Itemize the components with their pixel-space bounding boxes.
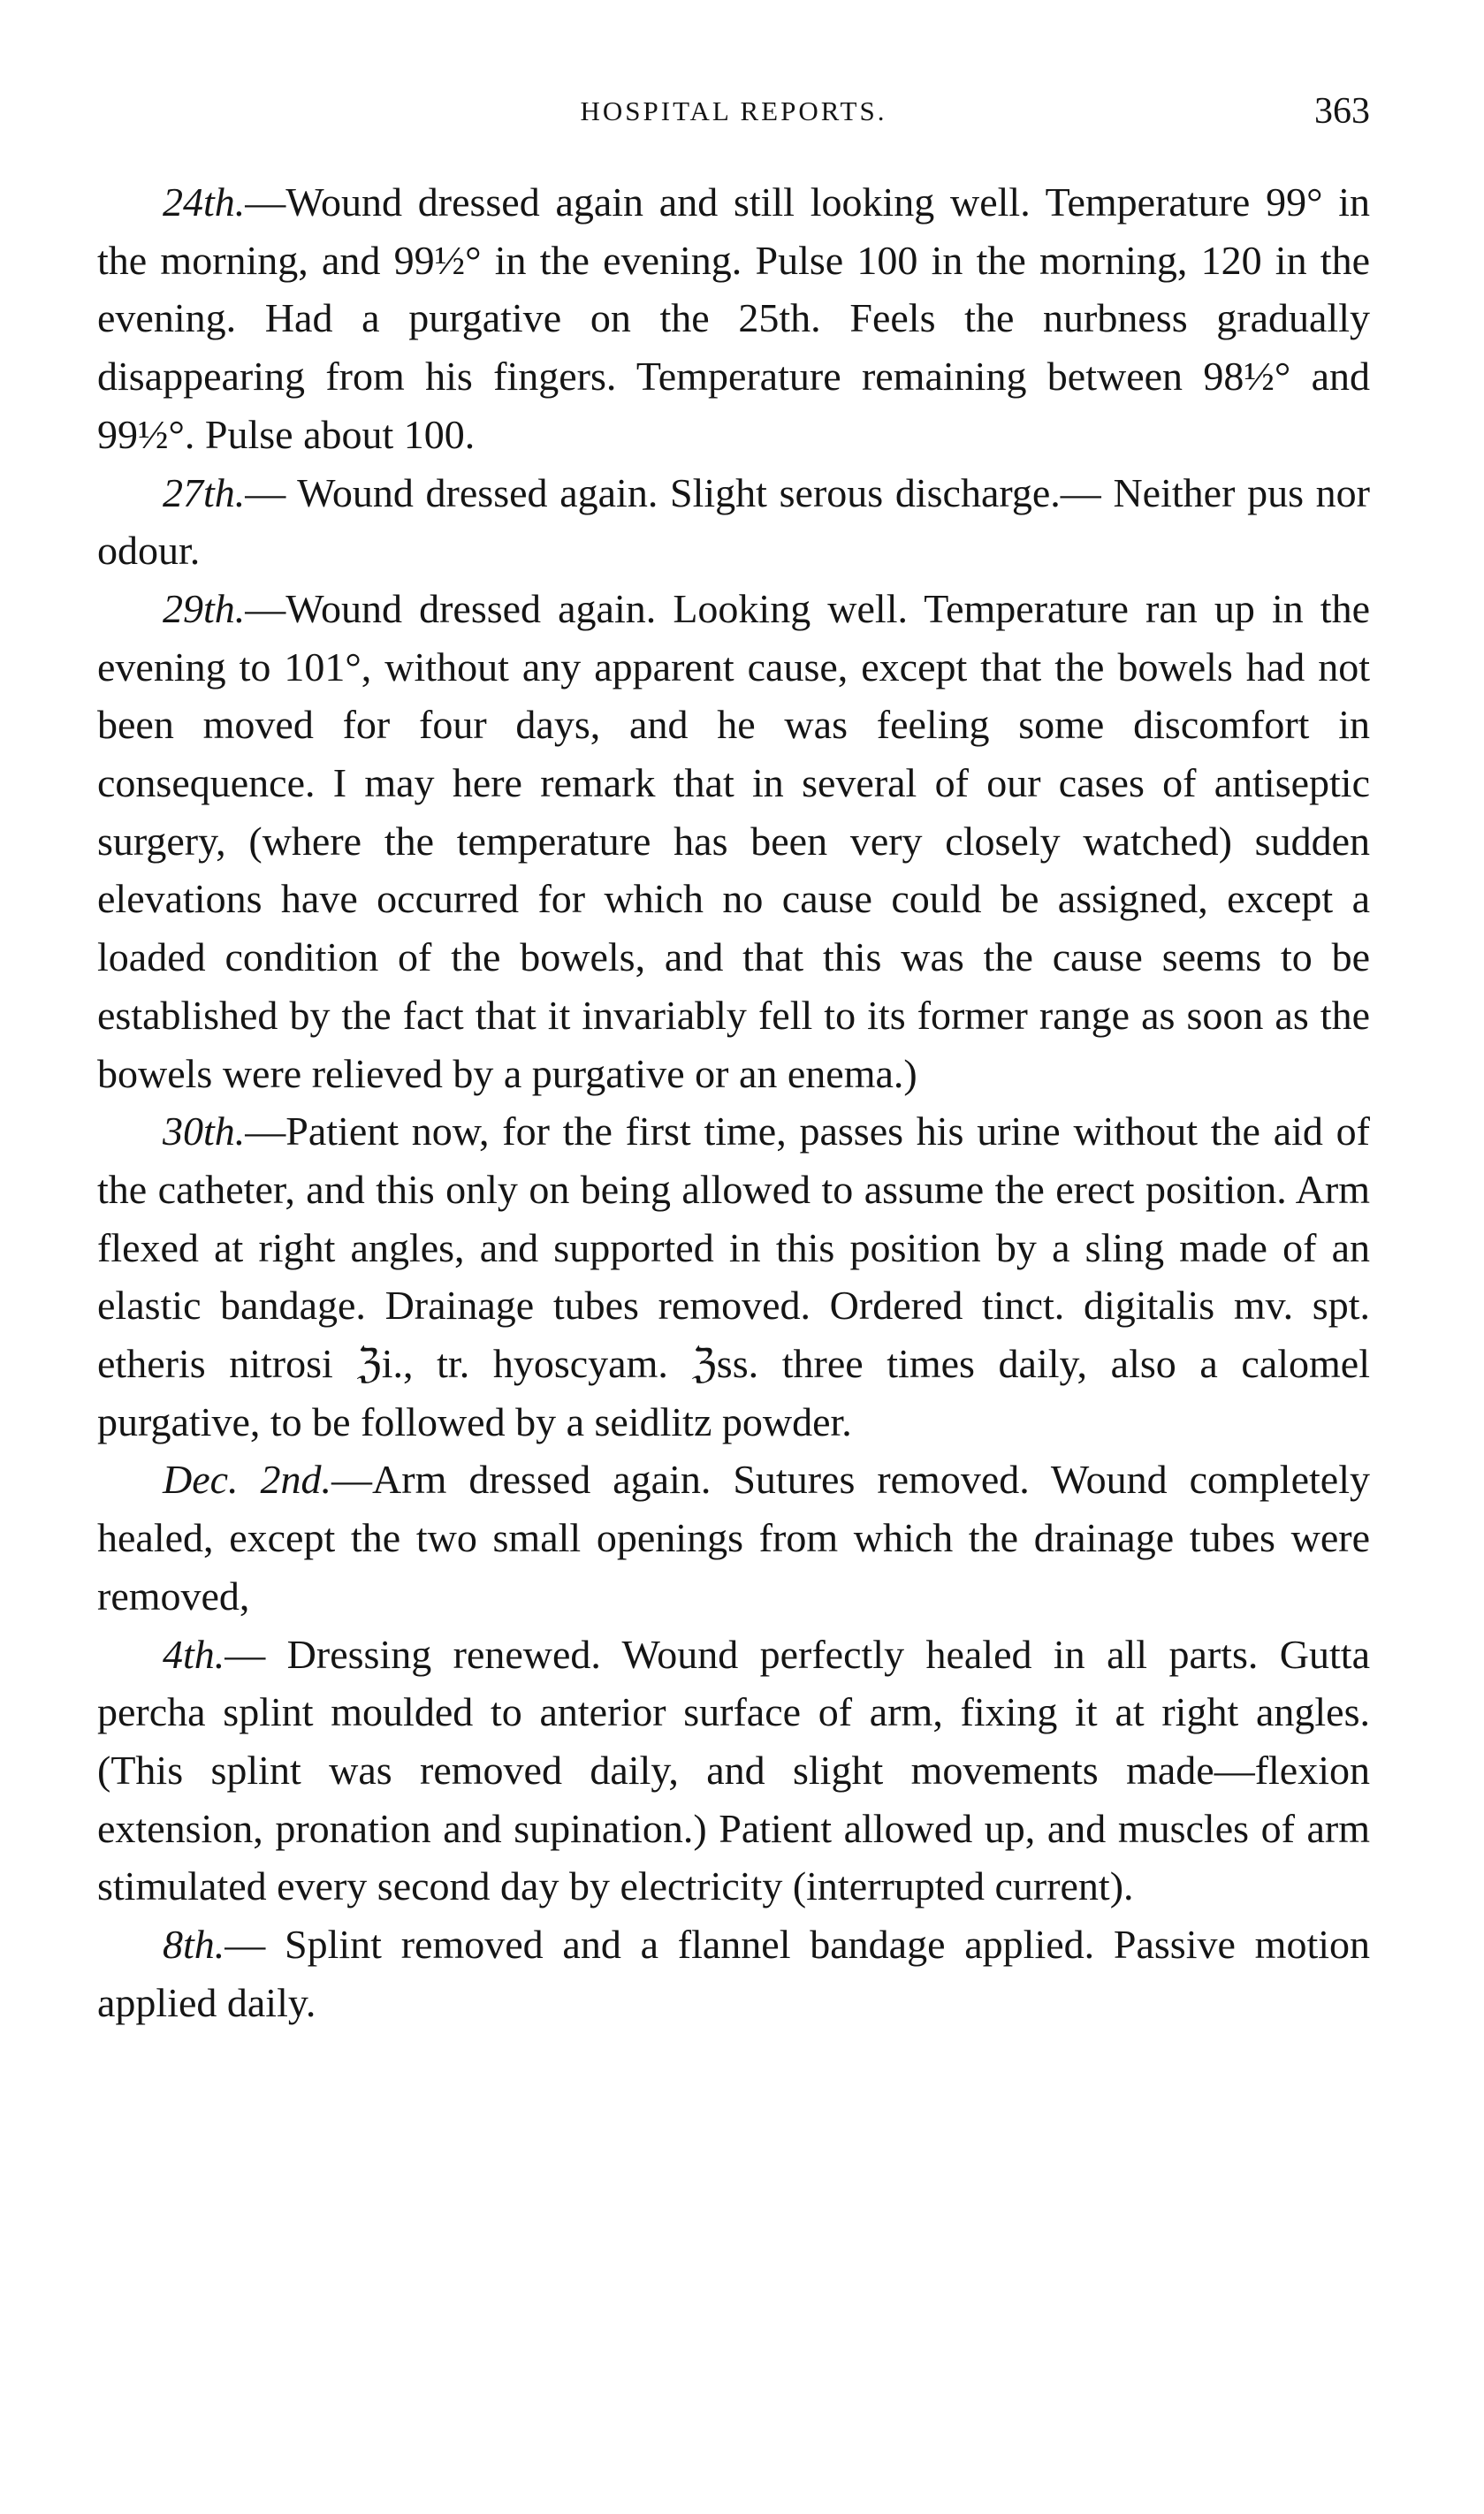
entry-date: 29th. (163, 585, 246, 631)
entry-text: —Wound dressed again. Looking well. Temperature ran up in the evening to 101°, without any apparent cause, except that the bowels had not been moved for four days, and he was feeling some discomfort in consequence. I may here remark that in several of our cases of antiseptic surgery, (where the temperature has been very closely watched) sudden elevations have occurred for which no cause could be assigned, except a loaded condition of the bowels, and that this was the cause seems to be established by the fact that it invariably fell to its former range as soon as the bowels were relieved by a purgative or an enema.) (97, 585, 1370, 1096)
entry-date: 4th. (163, 1631, 225, 1677)
entry-24th (97, 173, 1370, 464)
entry-27th (97, 464, 1370, 580)
running-head (97, 91, 1370, 149)
entry-date: 30th. (163, 1108, 246, 1154)
entry-text: —Arm dressed again. Sutures removed. Wound completely healed, except the two small openings from which the drainage tubes were removed, (97, 1457, 1370, 1619)
running-title: HOSPITAL REPORTS. (580, 95, 887, 126)
entry-date: 27th. (163, 469, 246, 515)
entry-text: —Patient now, for the first time, passes his urine without the aid of the catheter, and this only on being allowed to assume the erect position. Arm flexed at right angles, and supported in this position by a sling made of an elastic bandage. Drainage tubes removed. Ordered tinct. digitalis mv. spt. etheris nitrosi ℨi., tr. hyoscyam. ℨss. three times daily, also a calomel purgative, to be followed by a seidlitz powder. (97, 1108, 1370, 1444)
entry-text: — Splint removed and a flannel bandage applied. Passive motion applied daily. (97, 1922, 1370, 2025)
entry-text: —Wound dressed again and still looking well. Temperature 99° in the morning, and 99½° in the evening. Pulse 100 in the morning, 120 in the evening. Had a purgative on the 25th. Feels the nurbness gradually disappearing from his fingers. Temperature remaining between 98½° and 99½°. Pulse about 100. (97, 179, 1370, 457)
entry-dec-2nd (97, 1451, 1370, 1625)
entry-29th (97, 580, 1370, 1102)
entry-4th (97, 1626, 1370, 1916)
entry-text: — Wound dressed again. Slight serous discharge.— Neither pus nor odour. (97, 469, 1370, 574)
entry-date: 8th. (163, 1922, 225, 1968)
page-number: 363 (1314, 91, 1370, 132)
entry-date: 24th. (163, 179, 246, 225)
entry-30th (97, 1102, 1370, 1451)
entry-8th (97, 1916, 1370, 2031)
entry-date: Dec. 2nd. (163, 1457, 332, 1503)
entry-text: — Dressing renewed. Wound perfectly healed in all parts. Gutta percha splint moulded to anterior surface of arm, fixing it at right angles. (This splint was removed daily, and slight movements made—flexion extension, pronation and supination.) Patient allowed up, and muscles of arm stimulated every second day by electricity (interrupted current). (97, 1631, 1370, 1909)
report-body (97, 173, 1370, 2032)
